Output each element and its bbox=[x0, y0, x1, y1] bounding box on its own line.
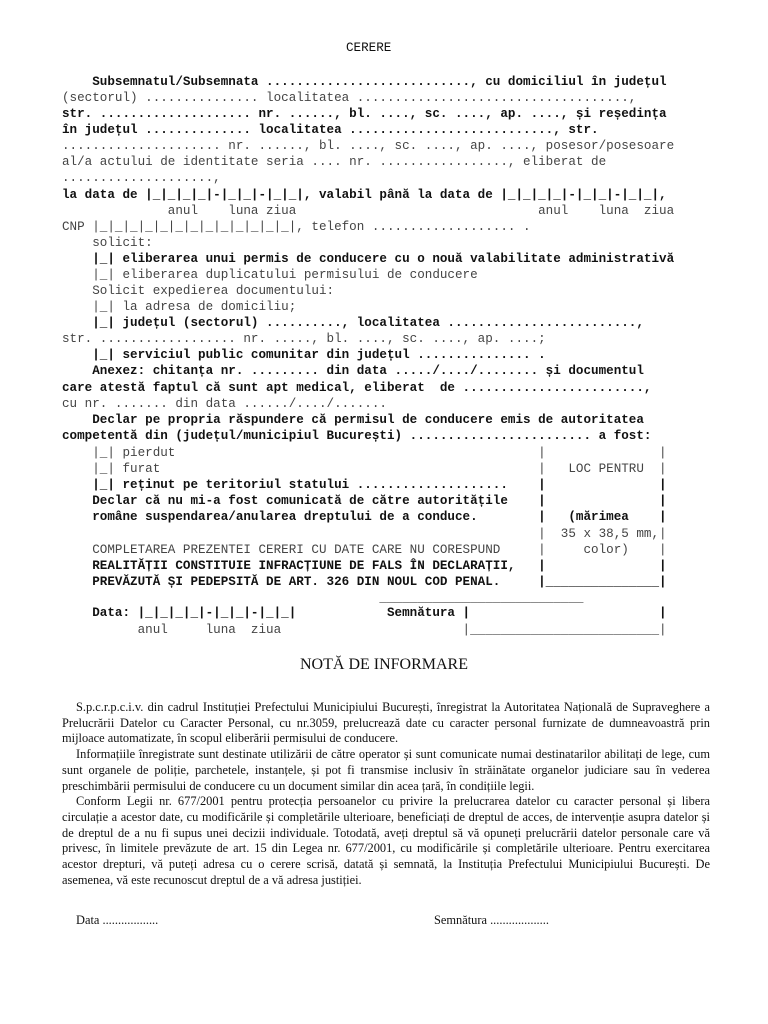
form-line-25: |_| furat | LOC PENTRU | bbox=[62, 462, 667, 476]
form-line-18: |_| serviciul public comunitar din județul ............... . bbox=[62, 348, 546, 362]
form-line-28: române suspendarea/anularea dreptului de a conduce. | (mărimea | bbox=[62, 510, 667, 524]
form-line-8: la data de |_|_|_|_|-|_|_|-|_|_|, valabil până la data de |_|_|_|_|-|_|_|-|_|_|, bbox=[62, 188, 667, 202]
form-line-26: |_| reținut pe teritoriul statului .................... | | bbox=[62, 478, 667, 492]
form-line-20: care atestă faptul că sunt apt medical, eliberat de ........................, bbox=[62, 381, 652, 395]
form-line-32: PREVĂZUTĂ ȘI PEDEPSITĂ DE ART. 326 DIN NOUL COD PENAL. |_______________| bbox=[62, 575, 667, 589]
form-line-19: Anexez: chitanța nr. ......... din data ...../..../........ și documentul bbox=[62, 364, 644, 378]
form-line-3: str. .................... nr. ......, bl. ...., sc. ...., ap. ...., și reședința bbox=[62, 107, 667, 121]
nota-paragraph-1: S.p.c.r.p.c.i.v. din cadrul Instituției Prefectului Municipiului București, înregistrat la Autoritatea Națională de Supraveghere a Prelucrării Datelor cu Caracter Personal, cu nr.3059, prelucrează date cu caracter personal furnizate de dumneavoastră prin mijloace automatizate, în scopul eliberării permisului de conducere. bbox=[62, 700, 710, 746]
form-line-14: Solicit expedierea documentului: bbox=[62, 284, 335, 298]
form-line-10: CNP |_|_|_|_|_|_|_|_|_|_|_|_|_|, telefon ................... . bbox=[62, 220, 531, 234]
form-line-24: |_| pierdut | | bbox=[62, 446, 667, 460]
form-line-23: competentă din (județul/municipiul București) ........................ a fost: bbox=[62, 429, 652, 443]
form-line-11: solicit: bbox=[62, 236, 153, 250]
form-line-27: Declar că nu mi-a fost comunicată de către autoritățile | | bbox=[62, 494, 667, 508]
form-line-13: |_| eliberarea duplicatului permisului de conducere bbox=[62, 268, 478, 282]
form-line-29: | 35 x 38,5 mm,| bbox=[62, 527, 667, 541]
form-line-30: COMPLETAREA PREZENTEI CERERI CU DATE CARE NU CORESPUND | color) | bbox=[62, 543, 667, 557]
form-line-34: Data: |_|_|_|_|-|_|_|-|_|_| Semnătura | | bbox=[62, 606, 667, 620]
nota-title: NOTĂ DE INFORMARE bbox=[300, 656, 468, 673]
form-line-12: |_| eliberarea unui permis de conducere cu o nouă valabilitate administrativă bbox=[62, 252, 675, 266]
form-title: CERERE bbox=[346, 41, 392, 55]
nota-body bbox=[62, 700, 710, 888]
form-line-2: (sectorul) ............... localitatea ...................................., bbox=[62, 91, 637, 105]
form-line-17: str. .................. nr. ....., bl. ...., sc. ...., ap. ....; bbox=[62, 332, 546, 346]
nota-paragraph-3: Conform Legii nr. 677/2001 pentru protecția persoanelor cu privire la prelucrarea datelor cu caracter personal și libera circulație a acestor date, cu modificările și completările ulterioare, beneficiați de dreptul de acces, de intervenție asupra datelor și de dreptul de a nu fi supus unei decizii individuale. Totodată, aveți dreptul să vă opuneți prelucrării datelor personale care vă privesc, în limitele prevăzute de art. 15 din Legea nr. 677/2001, cu modificările și completările ulterioare. Pentru exercitarea acestor drepturi, vă puteți adresa cu o cerere scrisă, datată și semnată, la Instituția Prefectului Municipiului București. De asemenea, vă este recunoscut dreptul de a vă adresa justiției. bbox=[62, 794, 710, 887]
form-line-33: ___________________________ bbox=[62, 591, 584, 605]
form-line-5: ..................... nr. ......, bl. ...., sc. ...., ap. ...., posesor/posesoare bbox=[62, 139, 675, 153]
form-line-22: Declar pe propria răspundere că permisul de conducere emis de autoritatea bbox=[62, 413, 644, 427]
footer-signature-field[interactable]: Semnătura ................... bbox=[434, 913, 549, 927]
form-line-31: REALITĂȚII CONSTITUIE INFRACȚIUNE DE FALS ÎN DECLARAȚII, | | bbox=[62, 559, 667, 573]
form-line-4: în județul .............. localitatea ..........................., str. bbox=[62, 123, 599, 137]
nota-paragraph-2: Informațiile înregistrate sunt destinate utilizării de către operator și sunt comunicate numai destinatarilor abilitați de lege, cum sunt organele de poliție, parchetele, instanțele, și pot fi transmise inclusiv în străinătate organelor judiciare sau în vederea preschimbării permisului de conducere cu un document similar din acea țară, în condițiile legii. bbox=[62, 747, 710, 793]
form-line-6: al/a actului de identitate seria .... nr. ................., eliberat de bbox=[62, 155, 607, 169]
form-line-9: anul luna ziua anul luna ziua bbox=[62, 204, 675, 218]
form-line-1: Subsemnatul/Subsemnata ..........................., cu domiciliul în județul bbox=[62, 75, 667, 89]
form-line-15: |_| la adresa de domiciliu; bbox=[62, 300, 297, 314]
form-line-21: cu nr. ....... din data ....../..../....... bbox=[62, 397, 387, 411]
form-line-7: ...................., bbox=[62, 171, 221, 185]
form-line-35: anul luna ziua |_________________________| bbox=[62, 623, 667, 637]
form-line-16: |_| județul (sectorul) .........., localitatea ........................., bbox=[62, 316, 644, 330]
footer-date-field[interactable]: Data .................. bbox=[76, 913, 159, 927]
